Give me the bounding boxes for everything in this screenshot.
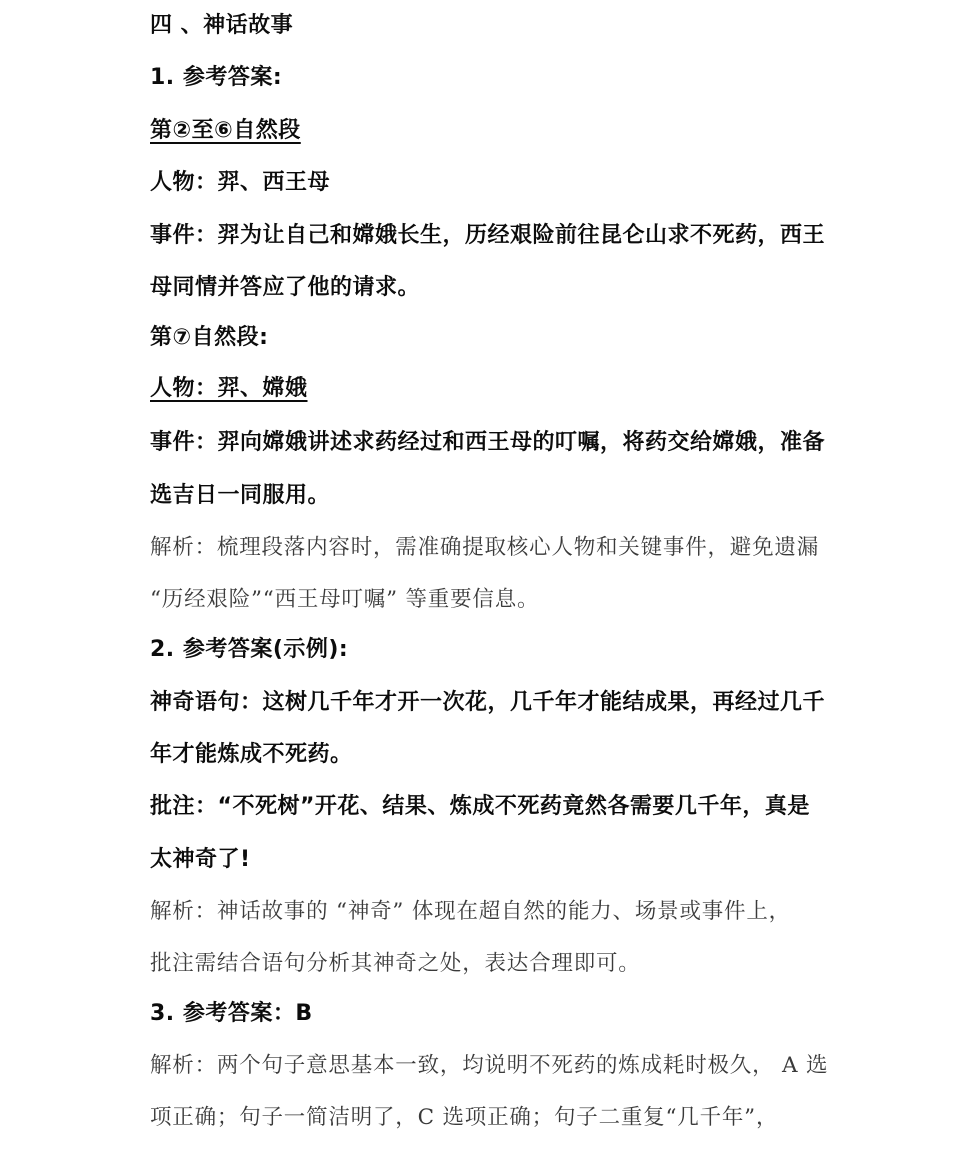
analysis-1b: “历经艰险”“西王母叮嘱” 等重要信息。: [150, 587, 540, 612]
event-line-2b: 选吉日一同服用。: [150, 483, 331, 508]
event-line-1b: 母同情并答应了他的请求。: [150, 275, 421, 300]
characters-line-1: 人物：羿、西王母: [150, 170, 331, 195]
paragraph-7-heading: 第⑦自然段:: [150, 325, 269, 350]
event-line-1a: 事件：羿为让自己和嫦娥长生，历经艰险前往昆仑山求不死药，西王: [150, 223, 826, 248]
analysis-1a: 解析：梳理段落内容时，需准确提取核心人物和关键事件，避免遗漏: [150, 535, 820, 560]
answer-1-heading: 1. 参考答案:: [150, 65, 283, 90]
magic-sentence-b: 年才能炼成不死药。: [150, 742, 353, 767]
annotation-b: 太神奇了!: [150, 847, 251, 872]
analysis-2b: 批注需结合语句分析其神奇之处，表达合理即可。: [150, 951, 641, 976]
section-heading: 四 、神话故事: [150, 13, 294, 38]
paragraph-range-2-6: 第②至⑥自然段: [150, 118, 301, 143]
answer-3-heading: 3. 参考答案：B: [150, 1001, 313, 1026]
event-line-2a: 事件：羿向嫦娥讲述求药经过和西王母的叮嘱，将药交给嫦娥，准备: [150, 430, 826, 455]
answer-2-heading: 2. 参考答案(示例):: [150, 637, 349, 662]
analysis-3a: 解析：两个句子意思基本一致，均说明不死药的炼成耗时极久， A 选: [150, 1053, 829, 1078]
characters-line-2: 人物：羿、嫦娥: [150, 376, 308, 401]
annotation-a: 批注：“不死树”开花、结果、炼成不死药竟然各需要几千年，真是: [150, 794, 810, 819]
analysis-3b: 项正确；句子一简洁明了，C 选项正确；句子二重复“几千年”，: [150, 1105, 779, 1130]
analysis-2a: 解析：神话故事的 “神奇” 体现在超自然的能力、场景或事件上，: [150, 899, 791, 924]
magic-sentence-a: 神奇语句：这树几千年才开一次花，几千年才能结成果，再经过几千: [150, 690, 826, 715]
